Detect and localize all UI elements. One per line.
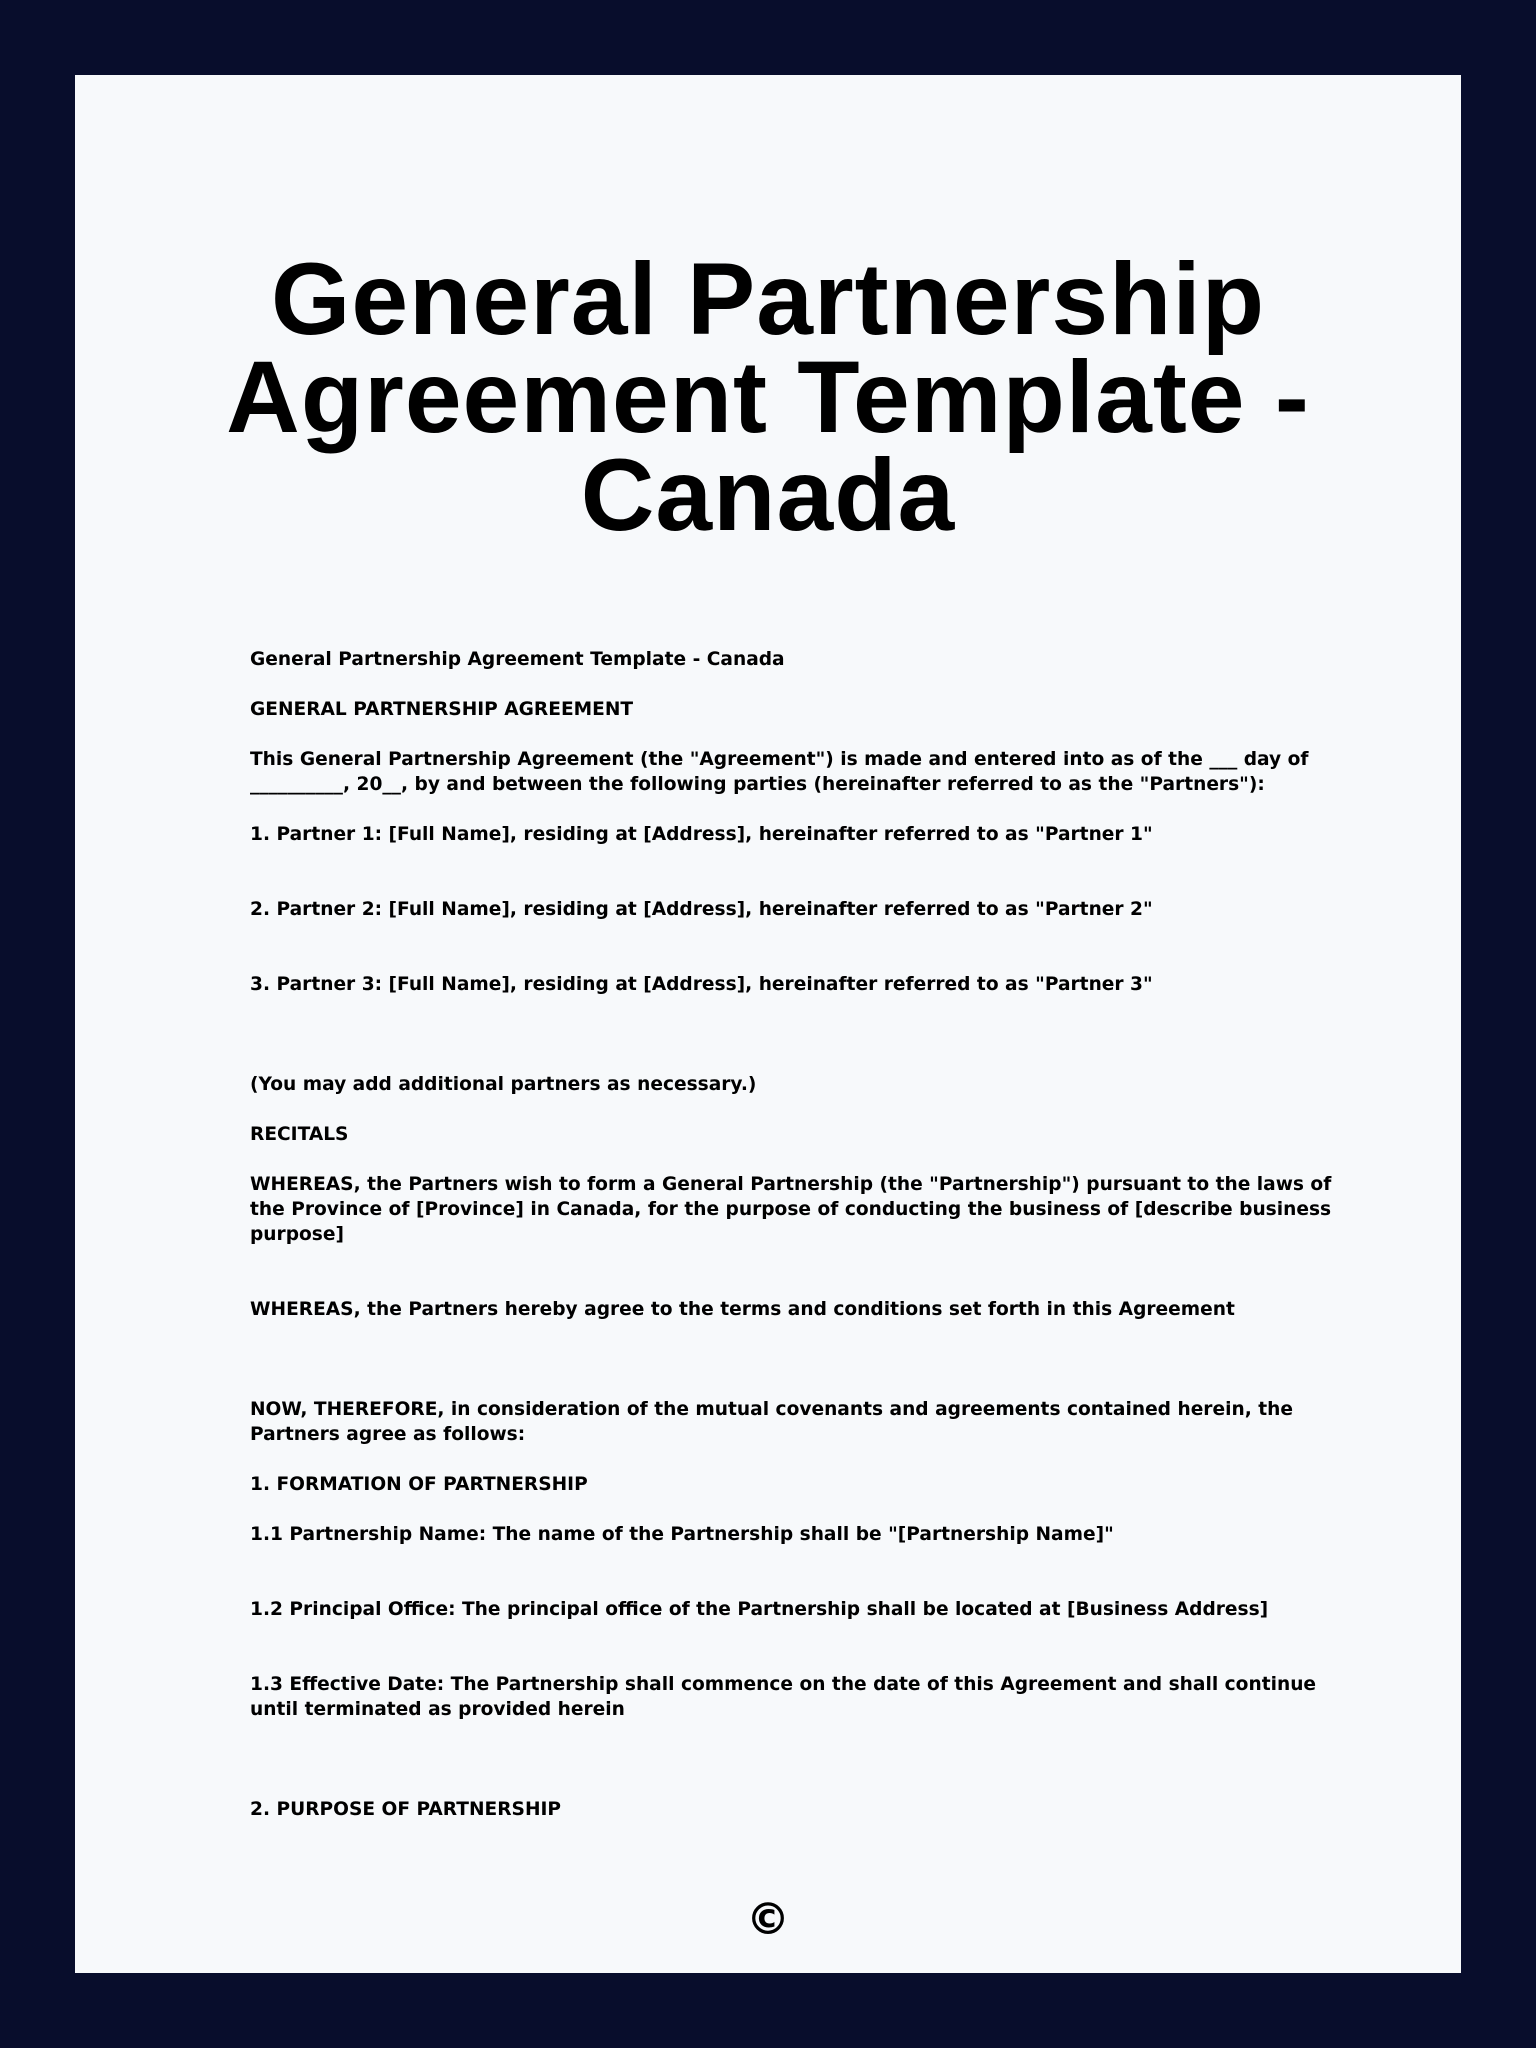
section-1-heading: 1. FORMATION OF PARTNERSHIP <box>250 1474 588 1495</box>
section-2-heading: 2. PURPOSE OF PARTNERSHIP <box>250 1799 562 1820</box>
clause-1-3: 1.3 Effective Date: The Partnership shall commence on the date of this Agreement and shall continue until terminated as provided herein <box>250 1674 1317 1720</box>
document-body <box>250 647 1360 1822</box>
whereas-paragraph-2: WHEREAS, the Partners hereby agree to the terms and conditions set forth in this Agreement <box>250 1299 1235 1320</box>
additional-partners-note: (You may add additional partners as necessary.) <box>250 1074 757 1095</box>
partner-1-line: 1. Partner 1: [Full Name], residing at [Address], hereinafter referred to as "Partner 1" <box>250 824 1153 845</box>
document-title: General Partnership Agreement Template - Canada <box>226 242 1310 552</box>
recitals-heading: RECITALS <box>250 1124 349 1145</box>
body-heading: General Partnership Agreement Template - Canada <box>250 649 785 670</box>
agreement-heading: GENERAL PARTNERSHIP AGREEMENT <box>250 699 634 720</box>
now-therefore-paragraph: NOW, THEREFORE, in consideration of the mutual covenants and agreements contained herein, the Partners agree as follows: <box>250 1399 1293 1445</box>
intro-paragraph: This General Partnership Agreement (the "Agreement") is made and entered into as of the ___ day of __________, 20__, by and between the following parties (hereinafter referred to as the "Partners"): <box>250 749 1309 795</box>
partner-3-line: 3. Partner 3: [Full Name], residing at [Address], hereinafter referred to as "Partner 3" <box>250 974 1153 995</box>
clause-1-1: 1.1 Partnership Name: The name of the Partnership shall be "[Partnership Name]" <box>250 1524 1114 1545</box>
partner-2-line: 2. Partner 2: [Full Name], residing at [Address], hereinafter referred to as "Partner 2" <box>250 899 1153 920</box>
document-page <box>75 75 1461 1973</box>
clause-1-2: 1.2 Principal Office: The principal office of the Partnership shall be located at [Business Address] <box>250 1599 1269 1620</box>
whereas-paragraph-1: WHEREAS, the Partners wish to form a General Partnership (the "Partnership") pursuant to the laws of the Province of [Province] in Canada, for the purpose of conducting the business of [describe business purpose] <box>250 1174 1332 1245</box>
copyright-icon: © <box>746 1894 790 1945</box>
